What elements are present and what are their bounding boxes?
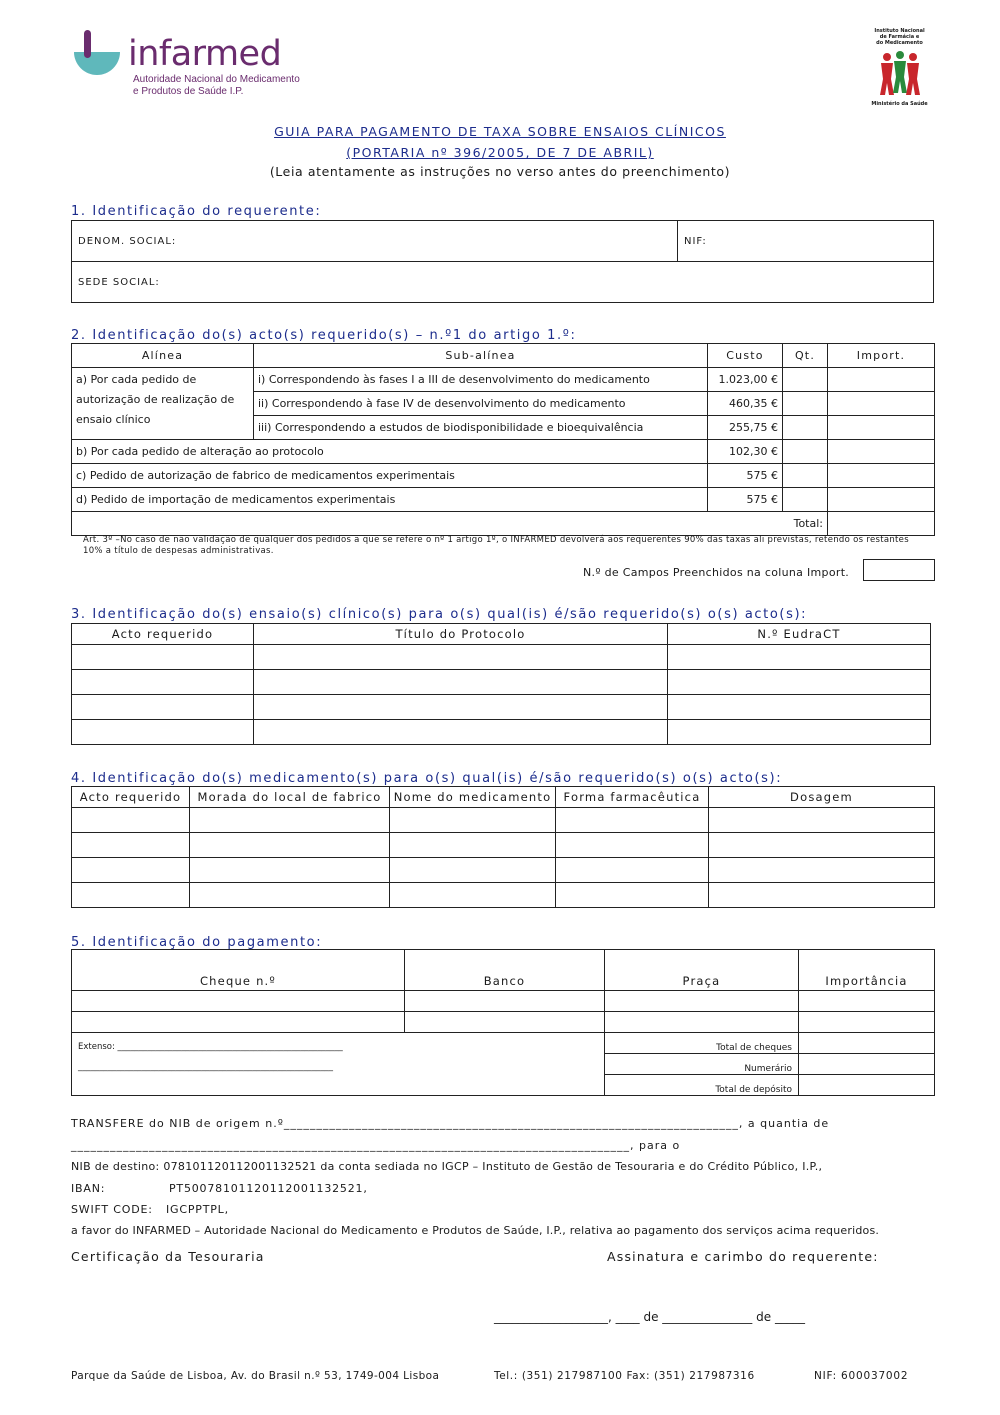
med-cell[interactable] xyxy=(390,833,556,858)
ministry-line-1: Instituto Nacional xyxy=(874,28,925,34)
ensaio-eudract-cell[interactable] xyxy=(668,645,931,670)
ensaio-titulo-cell[interactable] xyxy=(254,720,668,745)
col-nome-medicamento: Nome do medicamento xyxy=(390,787,556,808)
med-cell[interactable] xyxy=(190,833,390,858)
import-d[interactable] xyxy=(828,488,935,512)
ministry-line-3: do Medicamento xyxy=(876,40,923,46)
ensaio-eudract-cell[interactable] xyxy=(668,695,931,720)
ensaios-table xyxy=(71,623,931,745)
qt-iii[interactable] xyxy=(783,416,828,440)
signature-date-line[interactable]: ___________________, ____ de _______________ de _____ xyxy=(494,1310,805,1324)
swift-label: SWIFT CODE: xyxy=(71,1203,153,1216)
cheque-cell[interactable] xyxy=(72,1012,405,1033)
total-cheques-label: Total de cheques xyxy=(605,1033,799,1054)
med-cell[interactable] xyxy=(709,808,935,833)
assinatura-label: Assinatura e carimbo do requerente: xyxy=(607,1249,879,1264)
section5-title: 5. Identificação do pagamento: xyxy=(71,935,323,950)
transfer-line-2 xyxy=(71,1139,931,1152)
nib-destino: NIB de destino: 078101120112001132521 da conta sediada no IGCP – Instituto de Gestão de Tesouraria e do Crédito Público, I.P., xyxy=(71,1160,823,1173)
sede-social-label: SEDE SOCIAL: xyxy=(78,276,160,288)
infarmed-logo-icon xyxy=(70,28,130,80)
transfer-origin-label: TRANSFERE do NIB de origem n.º xyxy=(71,1117,284,1130)
sub-alinea-iii: iii) Correspondendo a estudos de biodisponibilidade e bioequivalência xyxy=(254,416,708,440)
sub-alinea-ii: ii) Correspondendo à fase IV de desenvolvimento do medicamento xyxy=(254,392,708,416)
alinea-a-line-2: autorização de realização de xyxy=(76,393,235,406)
ensaio-acto-cell[interactable] xyxy=(72,645,254,670)
ensaio-eudract-cell[interactable] xyxy=(668,670,931,695)
campos-label: N.º de Campos Preenchidos na coluna Import. xyxy=(583,566,850,579)
footer-address: Parque da Saúde de Lisboa, Av. do Brasil n.º 53, 1749-004 Lisboa xyxy=(71,1370,440,1382)
tesouraria-label: Certificação da Tesouraria xyxy=(71,1249,265,1264)
denom-social-field[interactable] xyxy=(72,221,678,262)
med-cell[interactable] xyxy=(390,883,556,908)
sede-social-field[interactable] xyxy=(72,262,934,303)
ministry-emblem xyxy=(862,28,937,107)
col-importancia: Importância xyxy=(799,950,935,991)
importancia-cell[interactable] xyxy=(799,991,935,1012)
qt-b[interactable] xyxy=(783,440,828,464)
logo-subtitle-2: e Produtos de Saúde I.P. xyxy=(133,86,244,97)
col-acto-requerido: Acto requerido xyxy=(72,624,254,645)
qt-i[interactable] xyxy=(783,368,828,392)
ministry-figures-icon xyxy=(875,49,925,99)
iban-value: PT50078101120112001132521, xyxy=(169,1182,368,1195)
importancia-cell[interactable] xyxy=(799,1012,935,1033)
ensaio-acto-cell[interactable] xyxy=(72,670,254,695)
section1-title: 1. Identificação do requerente: xyxy=(71,204,322,219)
custo-ii: 460,35 € xyxy=(708,392,783,416)
footer-phone: Tel.: (351) 217987100 Fax: (351) 217987316 xyxy=(494,1370,755,1382)
qt-ii[interactable] xyxy=(783,392,828,416)
total-import[interactable] xyxy=(828,512,935,536)
col-titulo-protocolo: Título do Protocolo xyxy=(254,624,668,645)
col-praca: Praça xyxy=(605,950,799,991)
form-title: GUIA PARA PAGAMENTO DE TAXA SOBRE ENSAIOS CLÍNICOS xyxy=(274,124,726,139)
transfer-line-1 xyxy=(71,1117,931,1130)
sub-alinea-i: i) Correspondendo às fases I a III de desenvolvimento do medicamento xyxy=(254,368,708,392)
med-cell[interactable] xyxy=(72,808,190,833)
qt-c[interactable] xyxy=(783,464,828,488)
col-acto-requerido: Acto requerido xyxy=(72,787,190,808)
custo-i: 1.023,00 € xyxy=(708,368,783,392)
import-ii[interactable] xyxy=(828,392,935,416)
actos-table xyxy=(71,343,935,536)
section3-title: 3. Identificação do(s) ensaio(s) clínico(s) para o(s) qual(is) é/são requerido(s) o(s) acto(s): xyxy=(71,607,808,622)
cheque-cell[interactable] xyxy=(72,991,405,1012)
med-cell[interactable] xyxy=(556,833,709,858)
col-eudract: N.º EudraCT xyxy=(668,624,931,645)
nif-field[interactable] xyxy=(678,221,934,262)
art3-note: Art. 3º –No caso de não validação de qualquer dos pedidos a que se refere o nº 1 artigo 1º, o INFARMED devolverá aos requerentes 90% das taxas ali previstas, retendo os restantes 10% a título de despesas administrativas. xyxy=(83,535,909,556)
origin-nib-field[interactable]: ______________________________________________________________________ xyxy=(283,1117,739,1130)
praca-cell[interactable] xyxy=(605,1012,799,1033)
med-cell[interactable] xyxy=(390,858,556,883)
a-favor-text: a favor do INFARMED – Autoridade Nacional do Medicamento e Produtos de Saúde, I.P., relativa ao pagamento dos serviços acima requeridos. xyxy=(71,1224,880,1237)
import-c[interactable] xyxy=(828,464,935,488)
numerario-label: Numerário xyxy=(605,1054,799,1075)
total-deposito-label: Total de depósito xyxy=(605,1075,799,1096)
total-deposito-field[interactable] xyxy=(799,1075,935,1096)
med-cell[interactable] xyxy=(72,883,190,908)
section2-title: 2. Identificação do(s) acto(s) requerido(s) – n.º1 do artigo 1.º: xyxy=(71,328,577,343)
alinea-a-line-1: a) Por cada pedido de xyxy=(76,373,197,386)
col-custo: Custo xyxy=(708,344,783,368)
ministry-line-2: de Farmácia e xyxy=(879,34,920,40)
alinea-a-cell xyxy=(72,368,254,440)
med-cell[interactable] xyxy=(556,883,709,908)
banco-cell[interactable] xyxy=(405,1012,605,1033)
quantia-field[interactable]: ______________________________________________________________________________________ xyxy=(71,1139,630,1152)
col-alinea: Alínea xyxy=(72,344,254,368)
import-i[interactable] xyxy=(828,368,935,392)
med-cell[interactable] xyxy=(556,858,709,883)
requerente-table xyxy=(71,220,934,303)
logo-name: infarmed xyxy=(128,34,282,74)
date-de-2: de xyxy=(756,1310,772,1324)
col-banco: Banco xyxy=(405,950,605,991)
col-qt: Qt. xyxy=(783,344,828,368)
ensaio-acto-cell[interactable] xyxy=(72,720,254,745)
footer-nif: NIF: 600037002 xyxy=(814,1370,909,1382)
extenso-label: Extenso: xyxy=(78,1042,115,1052)
campos-count-field[interactable] xyxy=(863,559,935,581)
swift-value: IGCPPTPL, xyxy=(166,1203,229,1216)
col-sub-alinea: Sub-alínea xyxy=(254,344,708,368)
pagamento-table xyxy=(71,949,935,1096)
para-o-label: , para o xyxy=(630,1139,681,1152)
col-dosagem: Dosagem xyxy=(709,787,935,808)
col-cheque: Cheque n.º xyxy=(72,950,405,991)
alinea-b: b) Por cada pedido de alteração ao protocolo xyxy=(72,440,708,464)
qt-d[interactable] xyxy=(783,488,828,512)
med-cell[interactable] xyxy=(72,858,190,883)
total-label: Total: xyxy=(72,512,828,536)
instructions-note: (Leia atentamente as instruções no verso antes do preenchimento) xyxy=(269,164,731,179)
med-cell[interactable] xyxy=(190,808,390,833)
logo-subtitle-1: Autoridade Nacional do Medicamento xyxy=(133,74,300,85)
med-cell[interactable] xyxy=(556,808,709,833)
med-cell[interactable] xyxy=(190,883,390,908)
med-cell[interactable] xyxy=(190,858,390,883)
alinea-d: d) Pedido de importação de medicamentos experimentais xyxy=(72,488,708,512)
total-cheques-field[interactable] xyxy=(799,1033,935,1054)
section4-title: 4. Identificação do(s) medicamento(s) para o(s) qual(is) é/são requerido(s) o(s) acto(s): xyxy=(71,771,783,786)
ensaio-titulo-cell[interactable] xyxy=(254,695,668,720)
ensaio-eudract-cell[interactable] xyxy=(668,720,931,745)
ensaio-titulo-cell[interactable] xyxy=(254,645,668,670)
numerario-field[interactable] xyxy=(799,1054,935,1075)
med-cell[interactable] xyxy=(390,808,556,833)
custo-b: 102,30 € xyxy=(708,440,783,464)
banco-cell[interactable] xyxy=(405,991,605,1012)
col-import: Import. xyxy=(828,344,935,368)
nif-label: NIF: xyxy=(684,235,707,247)
denom-social-label: DENOM. SOCIAL: xyxy=(78,235,177,247)
quantia-label: , a quantia de xyxy=(738,1117,830,1130)
import-b[interactable] xyxy=(828,440,935,464)
extenso-field[interactable]: Extenso: _____________________________________________________ ____________________________________________________________ xyxy=(72,1033,605,1096)
import-iii[interactable] xyxy=(828,416,935,440)
col-morada-fabrico: Morada do local de fabrico xyxy=(190,787,390,808)
col-forma-farmaceutica: Forma farmacêutica xyxy=(556,787,709,808)
custo-d: 575 € xyxy=(708,488,783,512)
ministry-bottom: Ministério da Saúde xyxy=(871,101,928,107)
form-subtitle: (PORTARIA nº 396/2005, DE 7 DE ABRIL) xyxy=(346,145,654,160)
custo-iii: 255,75 € xyxy=(708,416,783,440)
praca-cell[interactable] xyxy=(605,991,799,1012)
date-de-1: de xyxy=(643,1310,659,1324)
medicamentos-table xyxy=(71,786,935,908)
alinea-a-line-3: ensaio clínico xyxy=(76,413,151,426)
med-cell[interactable] xyxy=(709,883,935,908)
med-cell[interactable] xyxy=(709,833,935,858)
med-cell[interactable] xyxy=(709,858,935,883)
custo-c: 575 € xyxy=(708,464,783,488)
ensaio-titulo-cell[interactable] xyxy=(254,670,668,695)
med-cell[interactable] xyxy=(72,833,190,858)
iban-label: IBAN: xyxy=(71,1182,106,1195)
ensaio-acto-cell[interactable] xyxy=(72,695,254,720)
alinea-c: c) Pedido de autorização de fabrico de medicamentos experimentais xyxy=(72,464,708,488)
